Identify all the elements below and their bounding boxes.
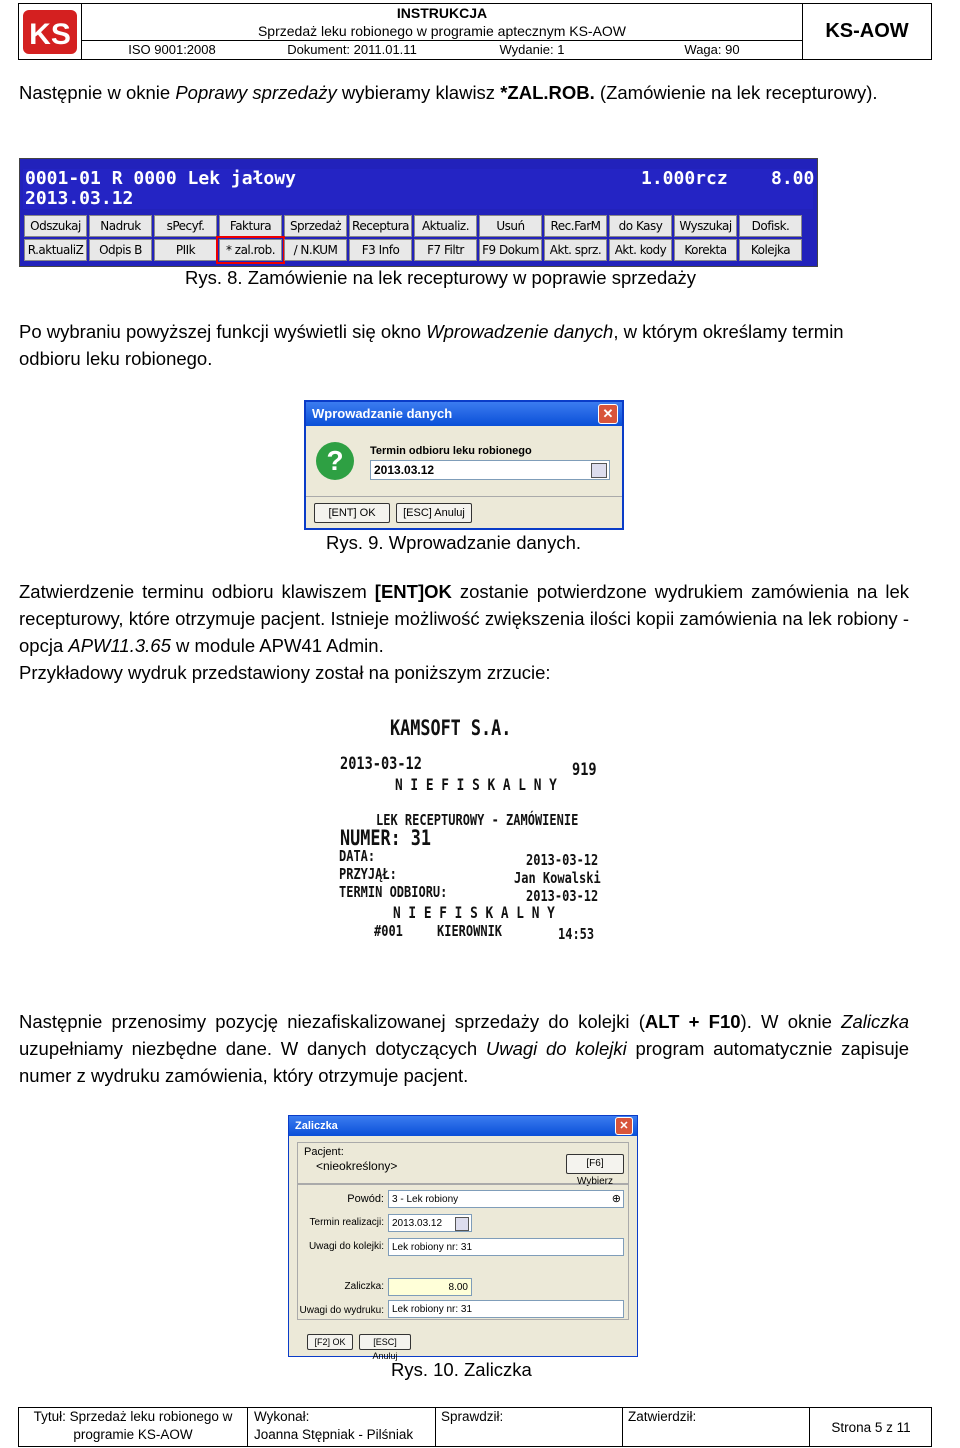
- function-key-button[interactable]: Sprzedaż: [284, 215, 347, 237]
- receipt-data-value: 2013-03-12: [526, 851, 599, 869]
- receipt-nonfiscal-top: N I E F I S K A L N Y: [395, 775, 557, 794]
- print-notes-input[interactable]: Lek robiony nr: 31: [388, 1300, 624, 1318]
- function-key-button[interactable]: / N.KUM: [284, 239, 347, 261]
- function-key-button[interactable]: Wyszukaj: [674, 215, 737, 237]
- advance-input[interactable]: 8.00: [388, 1278, 472, 1296]
- calendar-icon[interactable]: [455, 1217, 469, 1231]
- ok-button[interactable]: [ENT] OK: [314, 503, 390, 523]
- receipt-przyjal-value: Jan Kowalski: [514, 869, 601, 887]
- reason-label: Powód:: [347, 1193, 384, 1205]
- function-key-button[interactable]: sPecyf.: [154, 215, 217, 237]
- page-number: Strona 5 z 11: [831, 1419, 911, 1435]
- question-icon: ?: [316, 442, 354, 480]
- receipt-termin-value: 2013-03-12: [526, 887, 599, 905]
- deadline-input[interactable]: 2013.03.12: [370, 460, 610, 480]
- svg-text:KS: KS: [29, 18, 71, 51]
- function-key-button[interactable]: Nadruk: [89, 215, 152, 237]
- patient-label: Pacjent:: [304, 1146, 344, 1158]
- close-icon[interactable]: ✕: [615, 1117, 633, 1135]
- print-notes-label: Uwagi do wydruku:: [299, 1305, 384, 1316]
- function-keys-row-1: [24, 215, 802, 237]
- paragraph-2: Po wybraniu powyższej funkcji wyświetli się okno Wprowadzenie danych, w którym określamy termin odbioru leku robionego.: [19, 321, 844, 369]
- header-subtitle: Sprzedaż leku robionego w programie aptecznym KS-AOW: [82, 22, 802, 41]
- input-data-dialog: [304, 400, 624, 530]
- footer-checked-cell: Sprawdził:: [437, 1408, 623, 1446]
- paragraph-4: Przykładowy wydruk przedstawiony został na poniższym zrzucie:: [19, 662, 551, 683]
- dialog-title: Wprowadzanie danych: [312, 406, 453, 421]
- function-key-button[interactable]: Akt. sprz.: [544, 239, 607, 261]
- patient-group: [297, 1142, 629, 1187]
- details-group: [297, 1184, 629, 1320]
- function-key-button[interactable]: Akt. kody: [609, 239, 672, 261]
- dialog-title-bar: [306, 402, 622, 426]
- footer-title-cell: Tytuł: Sprzedaż leku robionego w programie KS-AOW: [19, 1408, 248, 1446]
- ks-logo: [19, 4, 82, 59]
- header-meta: [82, 41, 802, 59]
- patient-value: <nieokreślony>: [316, 1159, 398, 1173]
- divider: [306, 496, 622, 497]
- queue-notes-input[interactable]: Lek robiony nr: 31: [388, 1238, 624, 1256]
- receipt-company: KAMSOFT S.A.: [390, 716, 512, 740]
- header-document: Dokument: 2011.01.11: [287, 42, 417, 57]
- header-title: INSTRUKCJA: [396, 5, 488, 21]
- sales-correction-screen: [19, 158, 818, 267]
- header-product: KS-AOW: [825, 20, 909, 42]
- function-key-button[interactable]: R.aktualiZ: [24, 239, 87, 261]
- function-key-button[interactable]: Rec.FarM: [544, 215, 607, 237]
- caption-fig10: Rys. 10. Zaliczka: [391, 1359, 532, 1380]
- terminal-item-line: 0001-01 R 0000 Lek jałowy 1.000rcz 8.00 2013.03.12: [25, 168, 815, 209]
- function-key-button[interactable]: * zal.rob.: [219, 239, 282, 261]
- dialog-title: Zaliczka: [295, 1120, 338, 1132]
- document-header: [18, 3, 932, 60]
- header-iso: ISO 9001:2008: [128, 42, 216, 57]
- function-key-button[interactable]: Korekta: [674, 239, 737, 261]
- receipt-number-right: 919: [572, 760, 597, 780]
- function-key-button[interactable]: F3 Info: [349, 239, 412, 261]
- ks-logo-icon: [19, 4, 81, 59]
- receipt-przyjal-label: PRZYJĄŁ:: [339, 865, 397, 883]
- function-key-button[interactable]: F9 Dokum: [479, 239, 542, 261]
- receipt-nonfiscal-bottom: N I E F I S K A L N Y: [393, 903, 555, 922]
- cancel-button[interactable]: [ESC] Anuluj: [396, 503, 472, 523]
- caption-fig9: Rys. 9. Wprowadzanie danych.: [326, 532, 582, 553]
- deadline-input[interactable]: 2013.03.12: [388, 1214, 472, 1232]
- paragraph-5: Następnie przenosimy pozycję niezafiskalizowanej sprzedaży do kolejki (ALT + F10). W oknie Zaliczka uzupełniamy niezbędne dane. W danych dotyczących Uwagi do kolejki program automatycznie zapisuje numer z wydruku zamówienia, który otrzymuje pacjent.: [19, 1011, 910, 1086]
- function-key-button[interactable]: Odszukaj: [24, 215, 87, 237]
- function-key-button[interactable]: Odpis B: [89, 239, 152, 261]
- function-key-button[interactable]: Aktualiz.: [414, 215, 477, 237]
- receipt-role: KIEROWNIK: [437, 922, 503, 940]
- calendar-icon[interactable]: [591, 463, 607, 478]
- close-icon[interactable]: ✕: [598, 404, 618, 424]
- receipt-termin-label: TERMIN ODBIORU:: [339, 883, 448, 901]
- document-footer: [18, 1407, 932, 1447]
- receipt-code: #001: [374, 922, 403, 940]
- receipt-numer: NUMER: 31: [340, 826, 432, 850]
- dialog-title-bar: [289, 1116, 637, 1136]
- queue-notes-label: Uwagi do kolejki:: [308, 1241, 384, 1252]
- deadline-label: Termin odbioru leku robionego: [370, 445, 532, 457]
- paragraph-1: Następnie w oknie Poprawy sprzedaży wybieramy klawisz *ZAL.ROB. (Zamówienie na lek recepturowy).: [19, 82, 878, 103]
- footer-approved-cell: Zatwierdził:: [624, 1408, 810, 1446]
- footer-page-cell: [811, 1408, 931, 1446]
- cancel-button[interactable]: [ESC] Anuluj: [359, 1334, 411, 1350]
- function-key-button[interactable]: Faktura: [219, 215, 282, 237]
- select-patient-button[interactable]: [F6] Wybierz: [566, 1154, 624, 1174]
- receipt-data-label: DATA:: [339, 847, 376, 865]
- function-key-button[interactable]: Receptura: [349, 215, 412, 237]
- advance-payment-dialog: [288, 1115, 638, 1361]
- header-center: [82, 4, 803, 59]
- reason-select[interactable]: 3 - Lek robiony ⊕: [388, 1190, 624, 1208]
- header-edition: Wydanie: 1: [499, 42, 565, 57]
- function-key-button[interactable]: PIIk: [154, 239, 217, 261]
- function-key-button[interactable]: do Kasy: [609, 215, 672, 237]
- advance-label: Zaliczka:: [344, 1281, 384, 1292]
- receipt-heading: LEK RECEPTUROWY - ZAMÓWIENIE: [376, 811, 579, 829]
- deadline-label: Termin realizacji:: [309, 1217, 384, 1228]
- function-key-button[interactable]: Usuń: [479, 215, 542, 237]
- function-key-button[interactable]: F7 Filtr: [414, 239, 477, 261]
- receipt-time: 14:53: [558, 925, 595, 943]
- function-keys-row-2: [24, 239, 802, 261]
- ok-button[interactable]: [F2] OK: [307, 1334, 353, 1350]
- function-key-button[interactable]: Dofisk.: [739, 215, 802, 237]
- expand-icon[interactable]: ⊕: [611, 1193, 621, 1205]
- caption-fig8: Rys. 8. Zamówienie na lek recepturowy w poprawie sprzedaży: [185, 267, 697, 288]
- paragraph-3: Zatwierdzenie terminu odbioru klawiszem [ENT]OK zostanie potwierdzone wydrukiem zamówienia na lek recepturowy, które otrzymuje pacjent. Istnieje możliwość zwiększenia ilości kopii zamówienia na lek robiony - opcja APW11.3.65 w module APW41 Admin.: [19, 581, 909, 656]
- function-key-button[interactable]: Kolejka: [739, 239, 802, 261]
- header-weight: Waga: 90: [684, 42, 740, 57]
- footer-author-cell: Wykonał: Joanna Stępniak - Pilśniak: [248, 1408, 436, 1446]
- receipt-date: 2013-03-12: [340, 754, 422, 774]
